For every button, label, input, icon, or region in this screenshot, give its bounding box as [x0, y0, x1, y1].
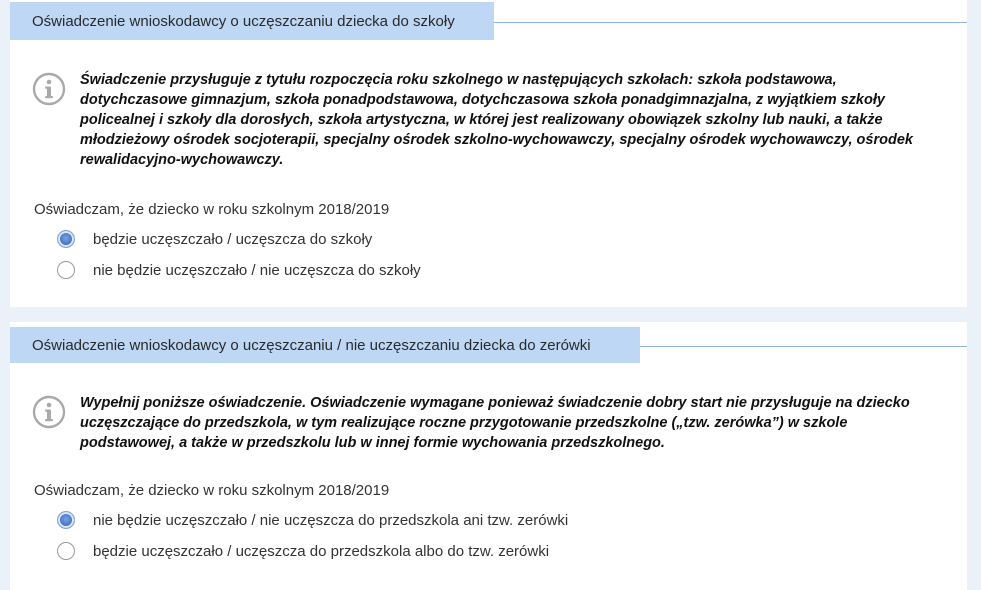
- school-attendance-section: [10, 0, 967, 307]
- question-label: Oświadczam, że dziecko w roku szkolnym 2018/2019: [34, 201, 390, 218]
- section-header: [10, 0, 967, 40]
- radio-button-selected[interactable]: [57, 511, 75, 529]
- info-text: Świadczenie przysługuje z tytułu rozpoczęcia roku szkolnego w następujących szkołach: szkoła podstawowa, dotychczasowe gimnazjum, szkoła ponadpodstawowa, dotychczasowa szkoła ponadgimnazjalna, z wyjątkiem szkoły policealnej i szkoły dla dorosłych, szkoła artystyczna, w której jest realizowany obowiązek szkolny lub nauki, a także młodzieżowy ośrodek socjoterapii, specjalny ośrodek szkolno-wychowawczy, specjalny ośrodek wychowawczy, ośrodek rewalidacyjno-wychowawczy.: [80, 72, 913, 168]
- section-header: [10, 322, 967, 362]
- info-text: Wypełnij poniższe oświadczenie. Oświadczenie wymagane ponieważ świadczenie dobry start nie przysługuje na dziecko uczęszczające do przedszkola, w tym realizujące roczne przygotowanie przedszkolne („tzw. zerówka”) w szkole podstawowej, a także w przedszkolu lub w innej formie wychowania przedszkolnego.: [80, 395, 910, 451]
- section-header-title: Oświadczenie wnioskodawcy o uczęszczaniu dziecka do szkoły: [10, 2, 494, 40]
- preschool-attendance-section: [10, 322, 967, 590]
- header-divider: [494, 22, 967, 23]
- radio-button[interactable]: [57, 261, 75, 279]
- radio-option-not-attends-preschool[interactable]: [57, 511, 568, 529]
- header-divider: [640, 346, 967, 347]
- info-box: [32, 70, 940, 170]
- radio-button[interactable]: [57, 542, 75, 560]
- radio-label: będzie uczęszczało / uczęszcza do szkoły: [93, 230, 373, 248]
- info-circle-icon: [32, 72, 66, 106]
- radio-label: nie będzie uczęszczało / nie uczęszcza do przedszkola ani tzw. zerówki: [93, 511, 569, 529]
- radio-label: nie będzie uczęszczało / nie uczęszcza do szkoły: [93, 261, 421, 279]
- radio-option-not-attends-school[interactable]: [57, 261, 421, 279]
- info-box: [32, 393, 940, 453]
- radio-button-selected[interactable]: [57, 230, 75, 248]
- radio-option-attends-school[interactable]: [57, 230, 372, 248]
- radio-option-attends-preschool[interactable]: [57, 542, 549, 560]
- section-header-title: Oświadczenie wnioskodawcy o uczęszczaniu / nie uczęszczaniu dziecka do zerówki: [10, 327, 640, 363]
- question-label: Oświadczam, że dziecko w roku szkolnym 2018/2019: [34, 482, 390, 499]
- radio-label: będzie uczęszczało / uczęszcza do przedszkola albo do tzw. zerówki: [93, 542, 550, 560]
- info-circle-icon: [32, 395, 66, 429]
